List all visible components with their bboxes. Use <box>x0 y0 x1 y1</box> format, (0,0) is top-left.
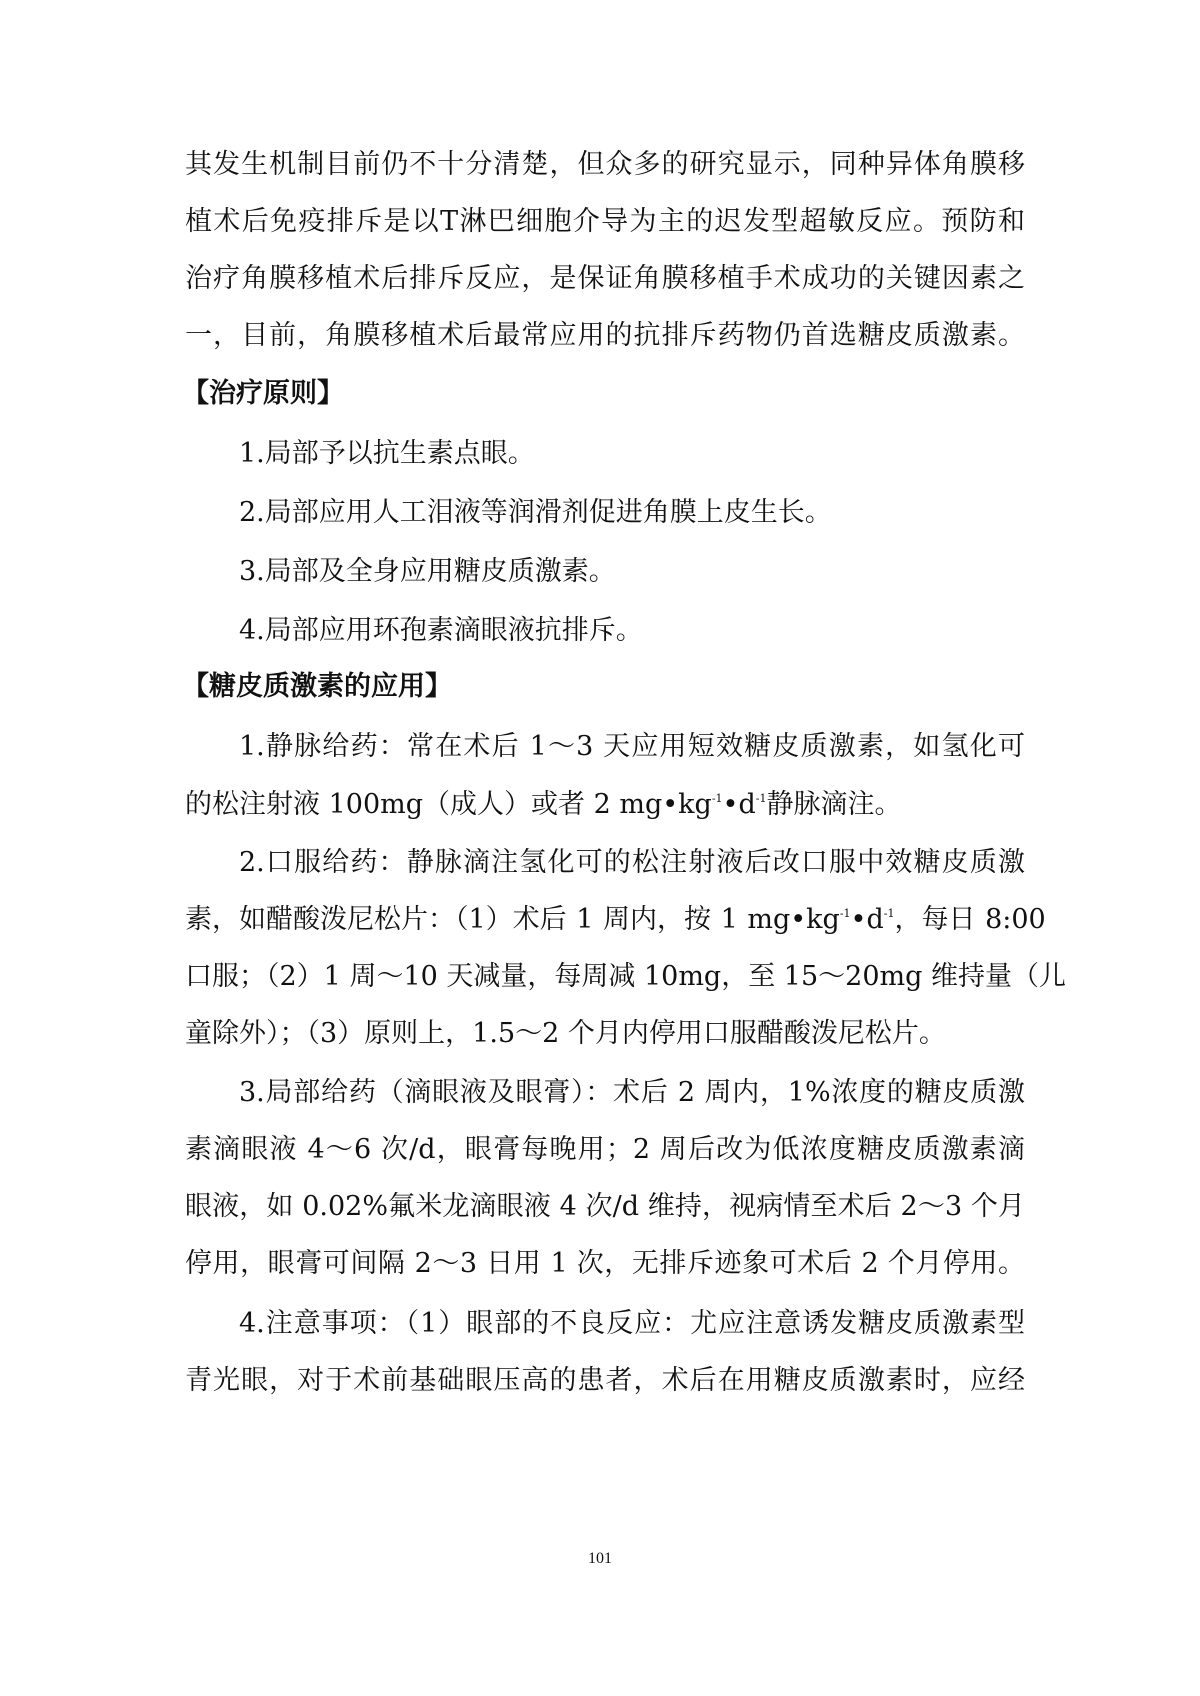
text-line: 1.局部予以抗生素点眼。 <box>239 438 535 469</box>
text-line: 停用，眼膏可间隔 2～3 日用 1 次，无排斥迹象可术后 2 个月停用。 <box>185 1248 1025 1279</box>
text-fragment: ，每日 8:00 <box>894 904 1046 935</box>
text-line: 一，目前，角膜移植术后最常应用的抗排斥药物仍首选糖皮质激素。 <box>185 320 1025 351</box>
text-fragment: 素，如醋酸泼尼松片：（1）术后 1 周内，按 1 mg•kg <box>185 904 840 935</box>
text-line: 口服；（2）1 周～10 天减量，每周减 10mg，至 15～20mg 维持量（儿 <box>185 961 1066 992</box>
text-line: 4.局部应用环孢素滴眼液抗排斥。 <box>239 615 643 646</box>
text-line <box>185 785 1025 825</box>
text-line: 青光眼，对于术前基础眼压高的患者，术后在用糖皮质激素时，应经 <box>185 1365 1025 1396</box>
page-number: 101 <box>588 1550 612 1567</box>
superscript: -1 <box>839 907 851 920</box>
text-fragment: •d <box>722 789 756 820</box>
text-line: 1.静脉给药：常在术后 1～3 天应用短效糖皮质激素，如氢化可 <box>239 731 1025 762</box>
text-fragment: 静脉滴注。 <box>766 789 902 820</box>
text-fragment: 的松注射液 100mg（成人）或者 2 mg•kg <box>185 789 712 820</box>
text-line: 其发生机制目前仍不十分清楚，但众多的研究显示，同种异体角膜移 <box>185 149 1025 180</box>
text-line <box>185 900 1046 940</box>
text-line: 童除外）；（3）原则上，1.5～2 个月内停用口服醋酸泼尼松片。 <box>185 1018 946 1049</box>
text-line: 眼液，如 0.02%氟米龙滴眼液 4 次/d 维持，视病情至术后 2～3 个月 <box>185 1191 1025 1222</box>
text-line: 3.局部及全身应用糖皮质激素。 <box>239 556 616 587</box>
section-heading-treatment-principles: 【治疗原则】 <box>182 378 344 409</box>
superscript: -1 <box>883 907 895 920</box>
text-fragment: •d <box>850 904 884 935</box>
text-line: 4.注意事项：（1）眼部的不良反应：尤应注意诱发糖皮质激素型 <box>239 1308 1025 1339</box>
text-line: 植术后免疫排斥是以T淋巴细胞介导为主的迟发型超敏反应。预防和 <box>185 206 1025 237</box>
text-line: 3.局部给药（滴眼液及眼膏）：术后 2 周内，1%浓度的糖皮质激 <box>239 1077 1025 1108</box>
text-line: 素滴眼液 4～6 次/d，眼膏每晚用；2 周后改为低浓度糖皮质激素滴 <box>185 1134 1025 1165</box>
superscript: -1 <box>711 792 723 805</box>
text-line: 2.局部应用人工泪液等润滑剂促进角膜上皮生长。 <box>239 497 832 528</box>
superscript: -1 <box>755 792 767 805</box>
text-line: 2.口服给药：静脉滴注氢化可的松注射液后改口服中效糖皮质激 <box>239 847 1025 878</box>
section-heading-corticosteroid-use: 【糖皮质激素的应用】 <box>182 671 452 702</box>
text-line: 治疗角膜移植术后排斥反应，是保证角膜移植手术成功的关键因素之 <box>185 263 1025 294</box>
